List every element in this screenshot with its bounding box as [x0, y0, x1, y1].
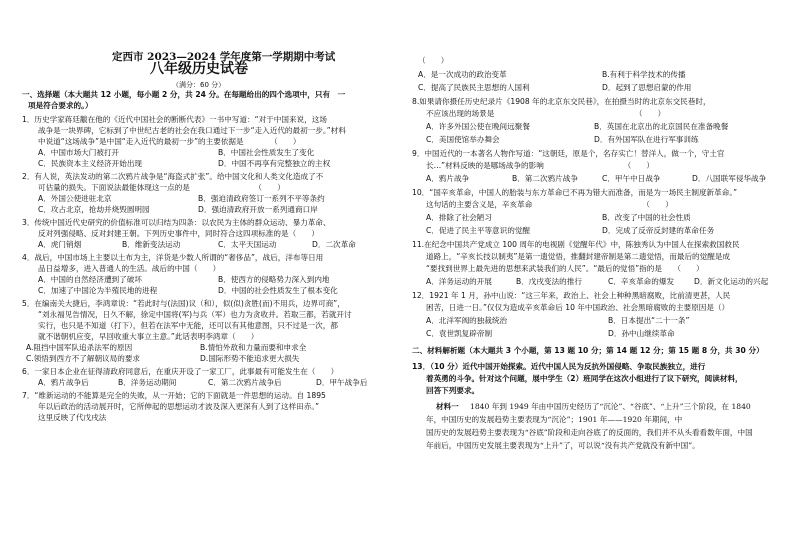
q2-stem-1: 2．有人说，英法发动的第二次鸦片战争是“海盗式扩张”。给中国文化和人类文化造成了不 — [22, 172, 324, 181]
q4-option-d[interactable]: D．中国的社会性质发生了根本变化 — [218, 286, 338, 295]
material1-line-4: 年前后，中国历史发展主要表现为“上升”了，可以说“没有共产党就没有新中国”。 — [426, 441, 700, 450]
q6-option-d[interactable]: D．甲午战争后 — [316, 378, 368, 387]
q10-option-c[interactable]: C．促进了民主平等意识的觉醒 — [426, 226, 531, 235]
q7-bracket: （ ） — [418, 56, 449, 65]
q10-option-d[interactable]: D．完成了反帝反封建的革命任务 — [602, 226, 715, 235]
q11-stem-1: 11.在纪念中国共产党成立 100 周年的电视剧《觉醒年代》中，陈独秀认为中国人在探索救国救民 — [412, 240, 740, 249]
q1-option-d[interactable]: D．中国不再享有完整独立的主权 — [218, 159, 331, 168]
q6-option-b[interactable]: B．洋务运动期间 — [118, 378, 177, 387]
q5-stem-4: 就不谐朝机应变，早回收重大事立主意。”此话表明李鸿章（ ） — [38, 332, 259, 341]
q4-option-b[interactable]: B．使西方的侵略势力深入到内地 — [218, 275, 330, 284]
q7-stem-2: 年以后政治的活动展开时，它所伸起的思想运动才波及深入更深有人到了这样田赤。” — [38, 402, 320, 411]
material1-line-1: 1840 年到 1949 年由中国历史经历了“沉沦”、“谷底”、“上升”三个阶段，在 1840 — [470, 402, 751, 411]
q1-stem-1: 1．历史学家蒋廷黻在他的《近代中国社会的断断代表》一书中写道：“对于中国来说，这场 — [22, 115, 327, 124]
q12-option-b[interactable]: B．日本提出“二十一条” — [608, 316, 690, 325]
q11-stem-2: 道路上，“辛亥长技以制夷”是第一遗觉悟，推翻封建帝制是第二遗觉悟，而最后的觉醒是成 — [426, 252, 731, 261]
q8-option-c[interactable]: C．美国使馆举办舞会 — [426, 135, 500, 144]
q3-option-a[interactable]: A．虎门销烟 — [38, 240, 82, 249]
q3-option-d[interactable]: D．二次革命 — [312, 240, 356, 249]
q2-option-b[interactable]: B．强迫清政府签订一系列不平等条约 — [198, 194, 325, 203]
q11-option-d[interactable]: D．新文化运动的兴起 — [694, 277, 769, 286]
material1-line-3: 国历史的发展趋势主要表现为“谷底”阶段和走向谷底了的反面的，我们并不从头看看数年面，中国 — [426, 428, 753, 437]
q1-stem-2: 战争是一块界碑，它标到了中世纪古老的社会在我口通过下一步“走入近代的最初一步。”材料 — [38, 126, 346, 135]
q6-option-c[interactable]: C．第二次鸦片战争后 — [208, 378, 282, 387]
q13-stem-3: 回答下列要求。 — [426, 386, 480, 395]
q2-option-d[interactable]: D．强迫清政府开放一系列通商口岸 — [198, 205, 318, 214]
q8-stem-2: 不应该出现的场景是 （ ） — [426, 109, 666, 118]
q6-stem: 6．一家日本企业在征得清政府同意后，在重庆开设了一家工厂，此事最有可能发生在（ ） — [22, 367, 339, 376]
q12-stem-2: 困苦，日进一日。”仅仅为造成辛亥革命后 10 年中国政治、社会黑暗腐败的主要原因是（） — [426, 303, 730, 312]
q12-option-c[interactable]: C．袁世凯复辟帝制 — [426, 329, 493, 338]
q5-stem-3: 实行，也只是不知道（打下），但若在法军中无能，还可以有其他意图，只不过是一次，都 — [38, 321, 338, 330]
q9-option-c[interactable]: C．甲午中日战争 — [602, 174, 661, 183]
q5-option-d[interactable]: D.国际形势不能追求更大损失 — [200, 354, 300, 363]
q9-option-b[interactable]: B．第二次鸦片战争 — [512, 174, 578, 183]
q7-stem-1: 7．“维新运动的不能算是完全的失败，从一开始；它的下面就是一件思想的运动。自 1895 — [22, 391, 326, 400]
q1-stem-3: 中说道“这场战争”是中国“走入近代的最初一步”的主要依据是 （ ） — [38, 137, 301, 146]
q4-stem-1: 4．战后，中国市场上主要以土布为主，洋货是少数人所谓的“奢侈品”，战后，洋布等日用 — [22, 253, 324, 262]
q3-stem-1: 3．传统中国近代史研究的价值标准可以归结为四条：以农民为主体的群众运动、暴力革命、 — [22, 218, 331, 227]
q4-option-c[interactable]: C．加速了中国沦为半殖民地的进程 — [38, 286, 158, 295]
q9-stem-2: 长…”材料反映的是哪场战争的影响 （ ） — [426, 161, 654, 170]
q10-option-a[interactable]: A．排除了社会陋习 — [426, 213, 492, 222]
q5-stem-2: “刘永福见告情况，日久不解，徐定中国将(军)与兵（军）也力为贪收并。若取三都，若就开讨 — [38, 310, 352, 319]
q4-option-a[interactable]: A．中国的自然经济遭到了破坏 — [38, 275, 142, 284]
q8-option-a[interactable]: A．许多外国公使在晚间远聚餐 — [426, 122, 530, 131]
q8-option-d[interactable]: D．有外国军队在进行军事训练 — [594, 135, 699, 144]
right-column — [412, 0, 789, 550]
material1-line-2: 年，中国历史的发展趋势主要表现为“沉沦”；1901 年——1920 年期间，中 — [426, 415, 683, 424]
section1-heading: 一、选择题（本大题共 12 小题，每小题 2 分，共 24 分。在每题给出的四个选项中，只有 一 — [22, 90, 346, 99]
exam-title: 定西市 2023—2024 学年度第一学期期中考试 — [112, 51, 336, 63]
section1-heading-cont: 项是符合要求的。） — [28, 101, 93, 110]
q5-option-c[interactable]: C.领悟到西方不了解朝议局的要求 — [26, 354, 141, 363]
q11-option-c[interactable]: C．辛亥革命的爆发 — [608, 277, 675, 286]
q7-stem-3: 这里反映了代戊戌法 — [38, 413, 107, 422]
q12-option-a[interactable]: A．北洋军阀的独裁统治 — [426, 316, 508, 325]
q7-option-b[interactable]: B.有利于科学技术的传播 — [602, 70, 686, 79]
q8-stem-1: 8.如果请你摄任历史纪录片《1908 年的北京东交民巷》，在拍摄当时的北京东交民巷时， — [412, 97, 711, 106]
q3-option-b[interactable]: B．维新变法运动 — [122, 240, 181, 249]
q3-option-c[interactable]: C．太平天国运动 — [218, 240, 277, 249]
q8-option-b[interactable]: B．英国在北京出的北京国民在准备晚餐 — [594, 122, 729, 131]
full-score: （满分：60 分） — [172, 81, 226, 89]
q2-stem-2: 可估量的损失。下面说法最能体现这一点的是 （ ） — [38, 183, 285, 192]
q7-option-c[interactable]: C．提高了民族民主思想的人国利 — [418, 83, 530, 92]
q9-stem-1: 9．中国近代的一本著名人物作写道：“这朝廷，原是个，名存实亡！替洋人，做一个，守土官 — [412, 149, 725, 158]
q5-option-a[interactable]: A.阻挡中国军队追杀法军的原因 — [26, 343, 133, 352]
q9-option-a[interactable]: A．鸦片战争 — [426, 174, 470, 183]
left-column — [22, 0, 399, 550]
q3-stem-2: 反对列强侵略、反对封建王朝。下列历史事件中，同时符合这四项标准的是（ ） — [38, 229, 319, 238]
q6-option-a[interactable]: A．鸦片战争后 — [38, 378, 89, 387]
q4-stem-2: 品日益增多，进入普通人的生活。战后的中国（ ） — [38, 264, 221, 273]
q11-option-a[interactable]: A．洋务运动的开展 — [426, 277, 492, 286]
material1-label: 材料一 — [436, 402, 459, 411]
q9-option-d[interactable]: D．八国联军侵华战争 — [692, 174, 767, 183]
q7-option-d[interactable]: D．起到了思想启蒙的作用 — [602, 83, 692, 92]
q1-option-c[interactable]: C．民族资本主义经济开始出现 — [38, 159, 143, 168]
q5-stem-1: 5．在编南关大捷后，李鸿章说：“若此时与(法国)议（和），似(似)贪胜(而)不用兵，边界可商”， — [22, 299, 345, 308]
q11-option-b[interactable]: B．戊戌变法的推行 — [516, 277, 582, 286]
section2-heading: 二、材料解析题（本大题共 3 个小题，第 13 题 10 分；第 14 题 12 分；第 15 题 8 分，共 30 分） — [412, 346, 764, 355]
q5-option-b[interactable]: B.情怕外敌和力量而要和申求全 — [200, 343, 307, 352]
q11-stem-3: “要找到世界上最先进的思想来武装我们的人民”。“最后的觉悟”指的是 （ ） — [426, 264, 704, 273]
q1-option-b[interactable]: B．中国社会性质发生了变化 — [218, 148, 315, 157]
q10-option-b[interactable]: B．改变了中国的社会性质 — [602, 213, 691, 222]
exam-subtitle: 八年级历史试卷 — [150, 61, 248, 77]
q7-option-a[interactable]: A．是一次成功的政治变革 — [418, 70, 507, 79]
q2-option-a[interactable]: A．外国公使进驻北京 — [38, 194, 112, 203]
q10-stem-2: 这句话的主要含义是，辛亥革命 （ ） — [426, 200, 673, 209]
q10-stem-1: 10．“国辛亥革命，中国人的胎装与东方革命已不再为错大而准备，而是为一场民主制度新革命。” — [412, 188, 738, 197]
q2-option-c[interactable]: C．攻占北京，抢劫并烧毁圆明园 — [38, 205, 150, 214]
q13-stem-2: 着英勇的斗争。针对这个问题，展中学生（2）班同学在这次小组进行了议下研究，阅读材料， — [426, 374, 743, 383]
q13-stem-1: 13．（10 分）近代中国开始探索。近代中国人民为反抗外国侵略、争取民族独立，进行 — [412, 362, 706, 371]
q12-stem-1: 12．1921 年 1 月，孙中山说：“这三年来，政治上、社会上种种黑暗腐败，比前清更甚，人民 — [412, 291, 731, 300]
q12-option-d[interactable]: D．孙中山继续革命 — [608, 329, 675, 338]
q1-option-a[interactable]: A．中国市场大门被打开 — [38, 148, 120, 157]
